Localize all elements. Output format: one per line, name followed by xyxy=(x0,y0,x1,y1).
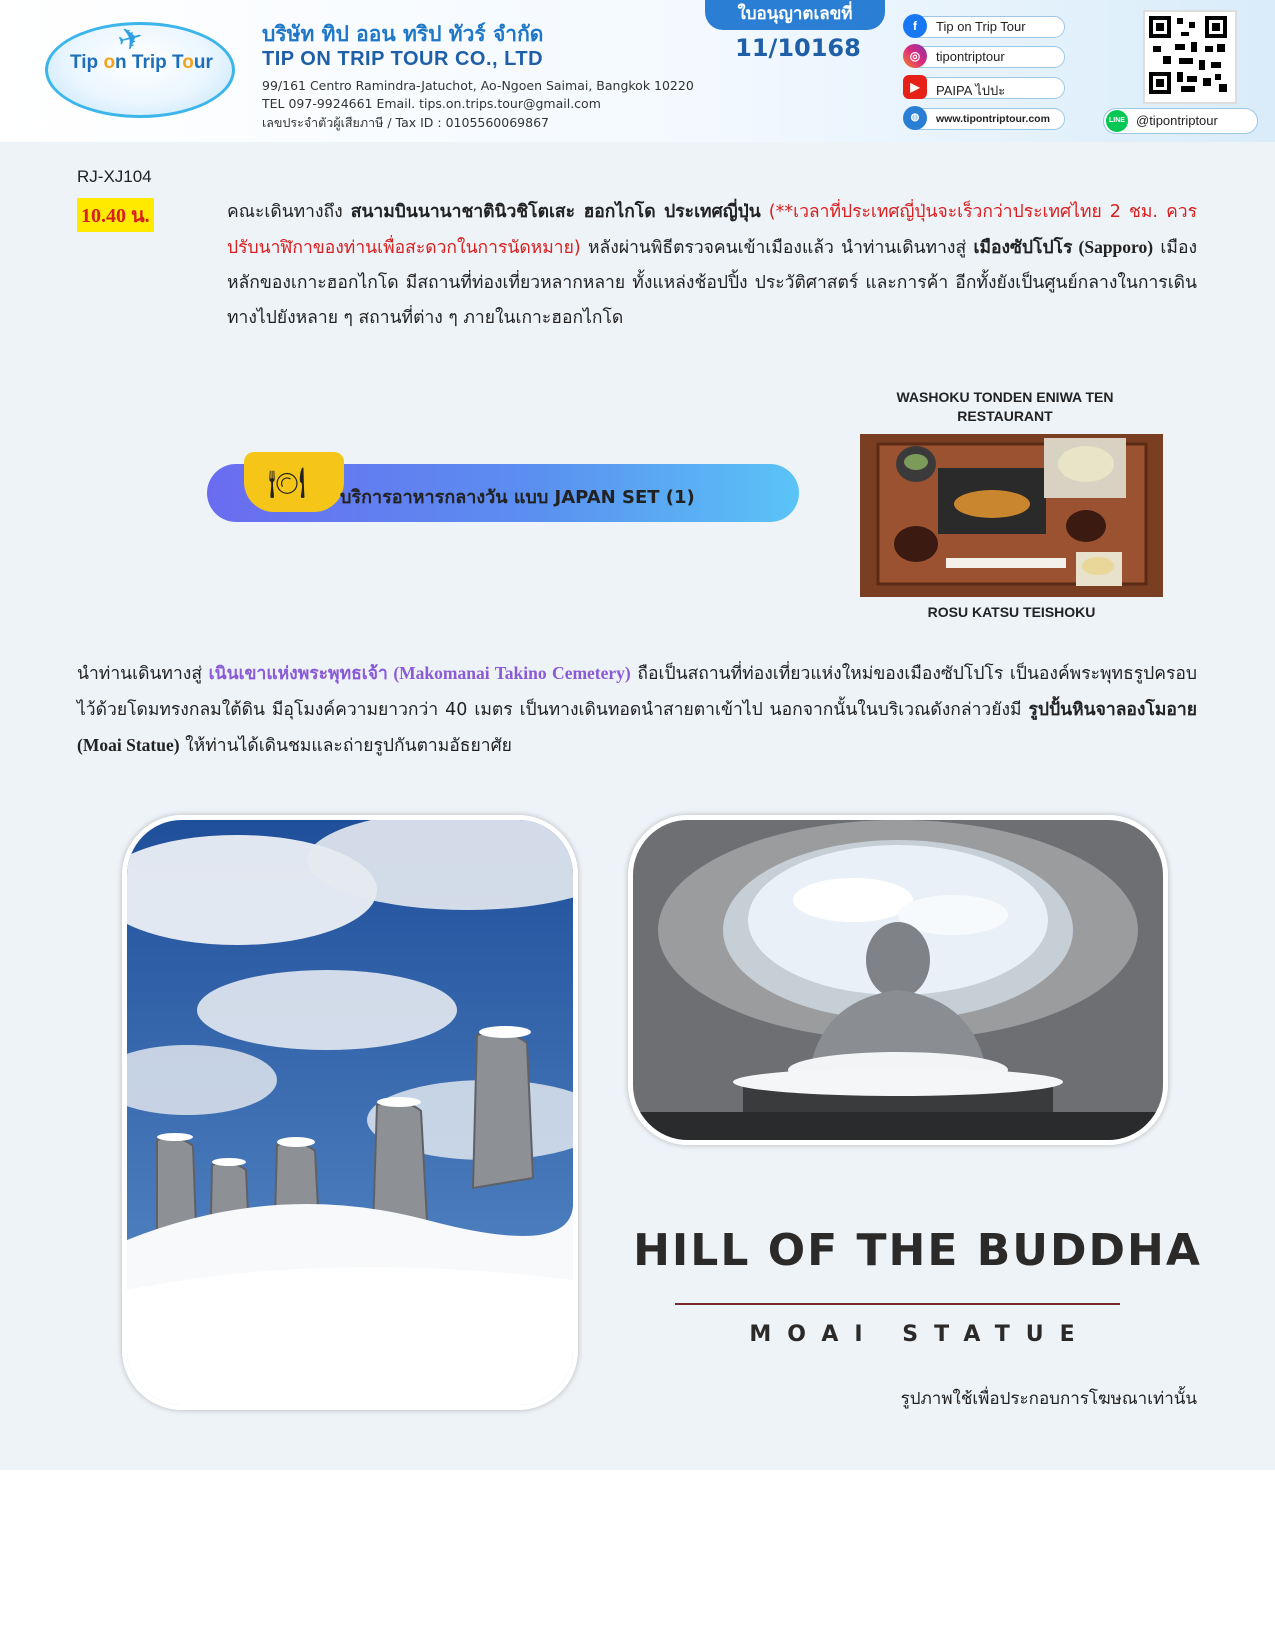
youtube-icon: ▶ xyxy=(903,75,927,99)
image-disclaimer: รูปภาพใช้เพื่อประกอบการโฆษณาเท่านั้น xyxy=(900,1389,1197,1409)
youtube-link[interactable]: ▶ PAIPA ไปปะ xyxy=(905,77,1065,99)
restaurant-name: WASHOKU TONDEN ENIWA TEN RESTAURANT xyxy=(896,389,1114,424)
globe-icon: ◍ xyxy=(903,106,927,130)
company-name-english: TIP ON TRIP TOUR CO., LTD xyxy=(262,48,544,70)
attraction-title: HILL OF THE BUDDHA xyxy=(633,1225,1202,1276)
instagram-icon: ◎ xyxy=(903,44,927,68)
buddha-hill-paragraph: นำท่านเดินทางสู่ เนินเขาแห่งพระพุทธเจ้า (Makomanai Takino Cemetery) ถือเป็นสถานที่ท่องเที่ยวแห่งใหม่ของเมืองซัปโปโร เป็นองค์พระพุทธรูปครอบไว้ด้วยโดมทรงกลมใต้ดิน มีอุโมงค์ความยาวกว่า 40 เมตร เป็นทางเดินทอดนำสายตาเข้าไป นอกจากนั้นในบริเวณดังกล่าวยังมี รูปปั้นหินจาลองโมอาย (Moai Statue) ให้ท่านได้เดินชมและถ่ายรูปกันตามอัธยาศัย xyxy=(77,663,1197,756)
license-label: ใบอนุญาตเลขที่ xyxy=(705,0,885,30)
buddha-statue-photo xyxy=(628,815,1168,1145)
license-number: 11/10168 xyxy=(735,34,861,62)
company-contact: TEL 097-9924661 Email. tips.on.trips.tour@gmail.com xyxy=(262,96,601,111)
meal-banner-label: บริการอาหารกลางวัน แบบ JAPAN SET (1) xyxy=(340,487,695,508)
facebook-icon: f xyxy=(903,14,927,38)
qr-code[interactable] xyxy=(1143,10,1237,104)
program-code: RJ-XJ104 xyxy=(77,167,152,186)
airplane-icon: ✈ xyxy=(113,19,148,60)
time-label: 10.40 น. xyxy=(77,198,154,232)
title-divider xyxy=(675,1303,1120,1305)
arrival-paragraph: คณะเดินทางถึง สนามบินนานาชาตินิวชิโตเสะ ฮอกไกโด ประเทศญี่ปุ่น (**เวลาที่ประเทศญี่ปุ่นจะเร็วกว่าประเทศไทย 2 ชม. ควรปรับนาฬิกาของท่านเพื่อสะดวกในการนัดหมาย) หลังผ่านพิธีตรวจคนเข้าเมืองแล้ว นำท่านเดินทางสู่ เมืองซัปโปโร (Sapporo) เมืองหลักของเกาะฮอกไกโด มีสถานที่ท่องเที่ยวหลากหลาย ทั้งแหล่งช้อปปิ้ง ประวัติศาสตร์ และการค้า อีกทั้งยังเป็นศูนย์กลางในการเดินทางไปยังหลาย ๆ สถานที่ต่าง ๆ ภายในเกาะฮอกไกโด xyxy=(227,202,1198,328)
facebook-link[interactable]: f Tip on Trip Tour xyxy=(905,16,1065,38)
dining-plate-icon: 🍽 xyxy=(268,466,307,501)
logo-wordmark: Tip on Trip Tour xyxy=(70,52,213,73)
company-address: 99/161 Centro Ramindra-Jatuchot, Ao-Ngoen Saimai, Bangkok 10220 xyxy=(262,78,694,93)
instagram-link[interactable]: ◎ tipontriptour xyxy=(905,46,1065,68)
food-photo xyxy=(860,434,1163,597)
dish-caption: ROSU KATSU TEISHOKU xyxy=(927,604,1096,620)
company-name-thai: บริษัท ทิป ออน ทริป ทัวร์ จำกัด xyxy=(262,22,544,46)
line-link[interactable]: LINE @tipontriptour xyxy=(1103,108,1258,134)
website-link[interactable]: ◍ www.tipontriptour.com xyxy=(905,108,1065,130)
company-tax-id: เลขประจำตัวผู้เสียภาษี / Tax ID : 0105560069867 xyxy=(262,115,549,130)
line-icon: LINE xyxy=(1106,110,1128,132)
attraction-subtitle: MOAI STATUE xyxy=(749,1322,1091,1347)
moai-statues-photo xyxy=(122,815,578,1410)
letterhead xyxy=(0,0,1275,142)
